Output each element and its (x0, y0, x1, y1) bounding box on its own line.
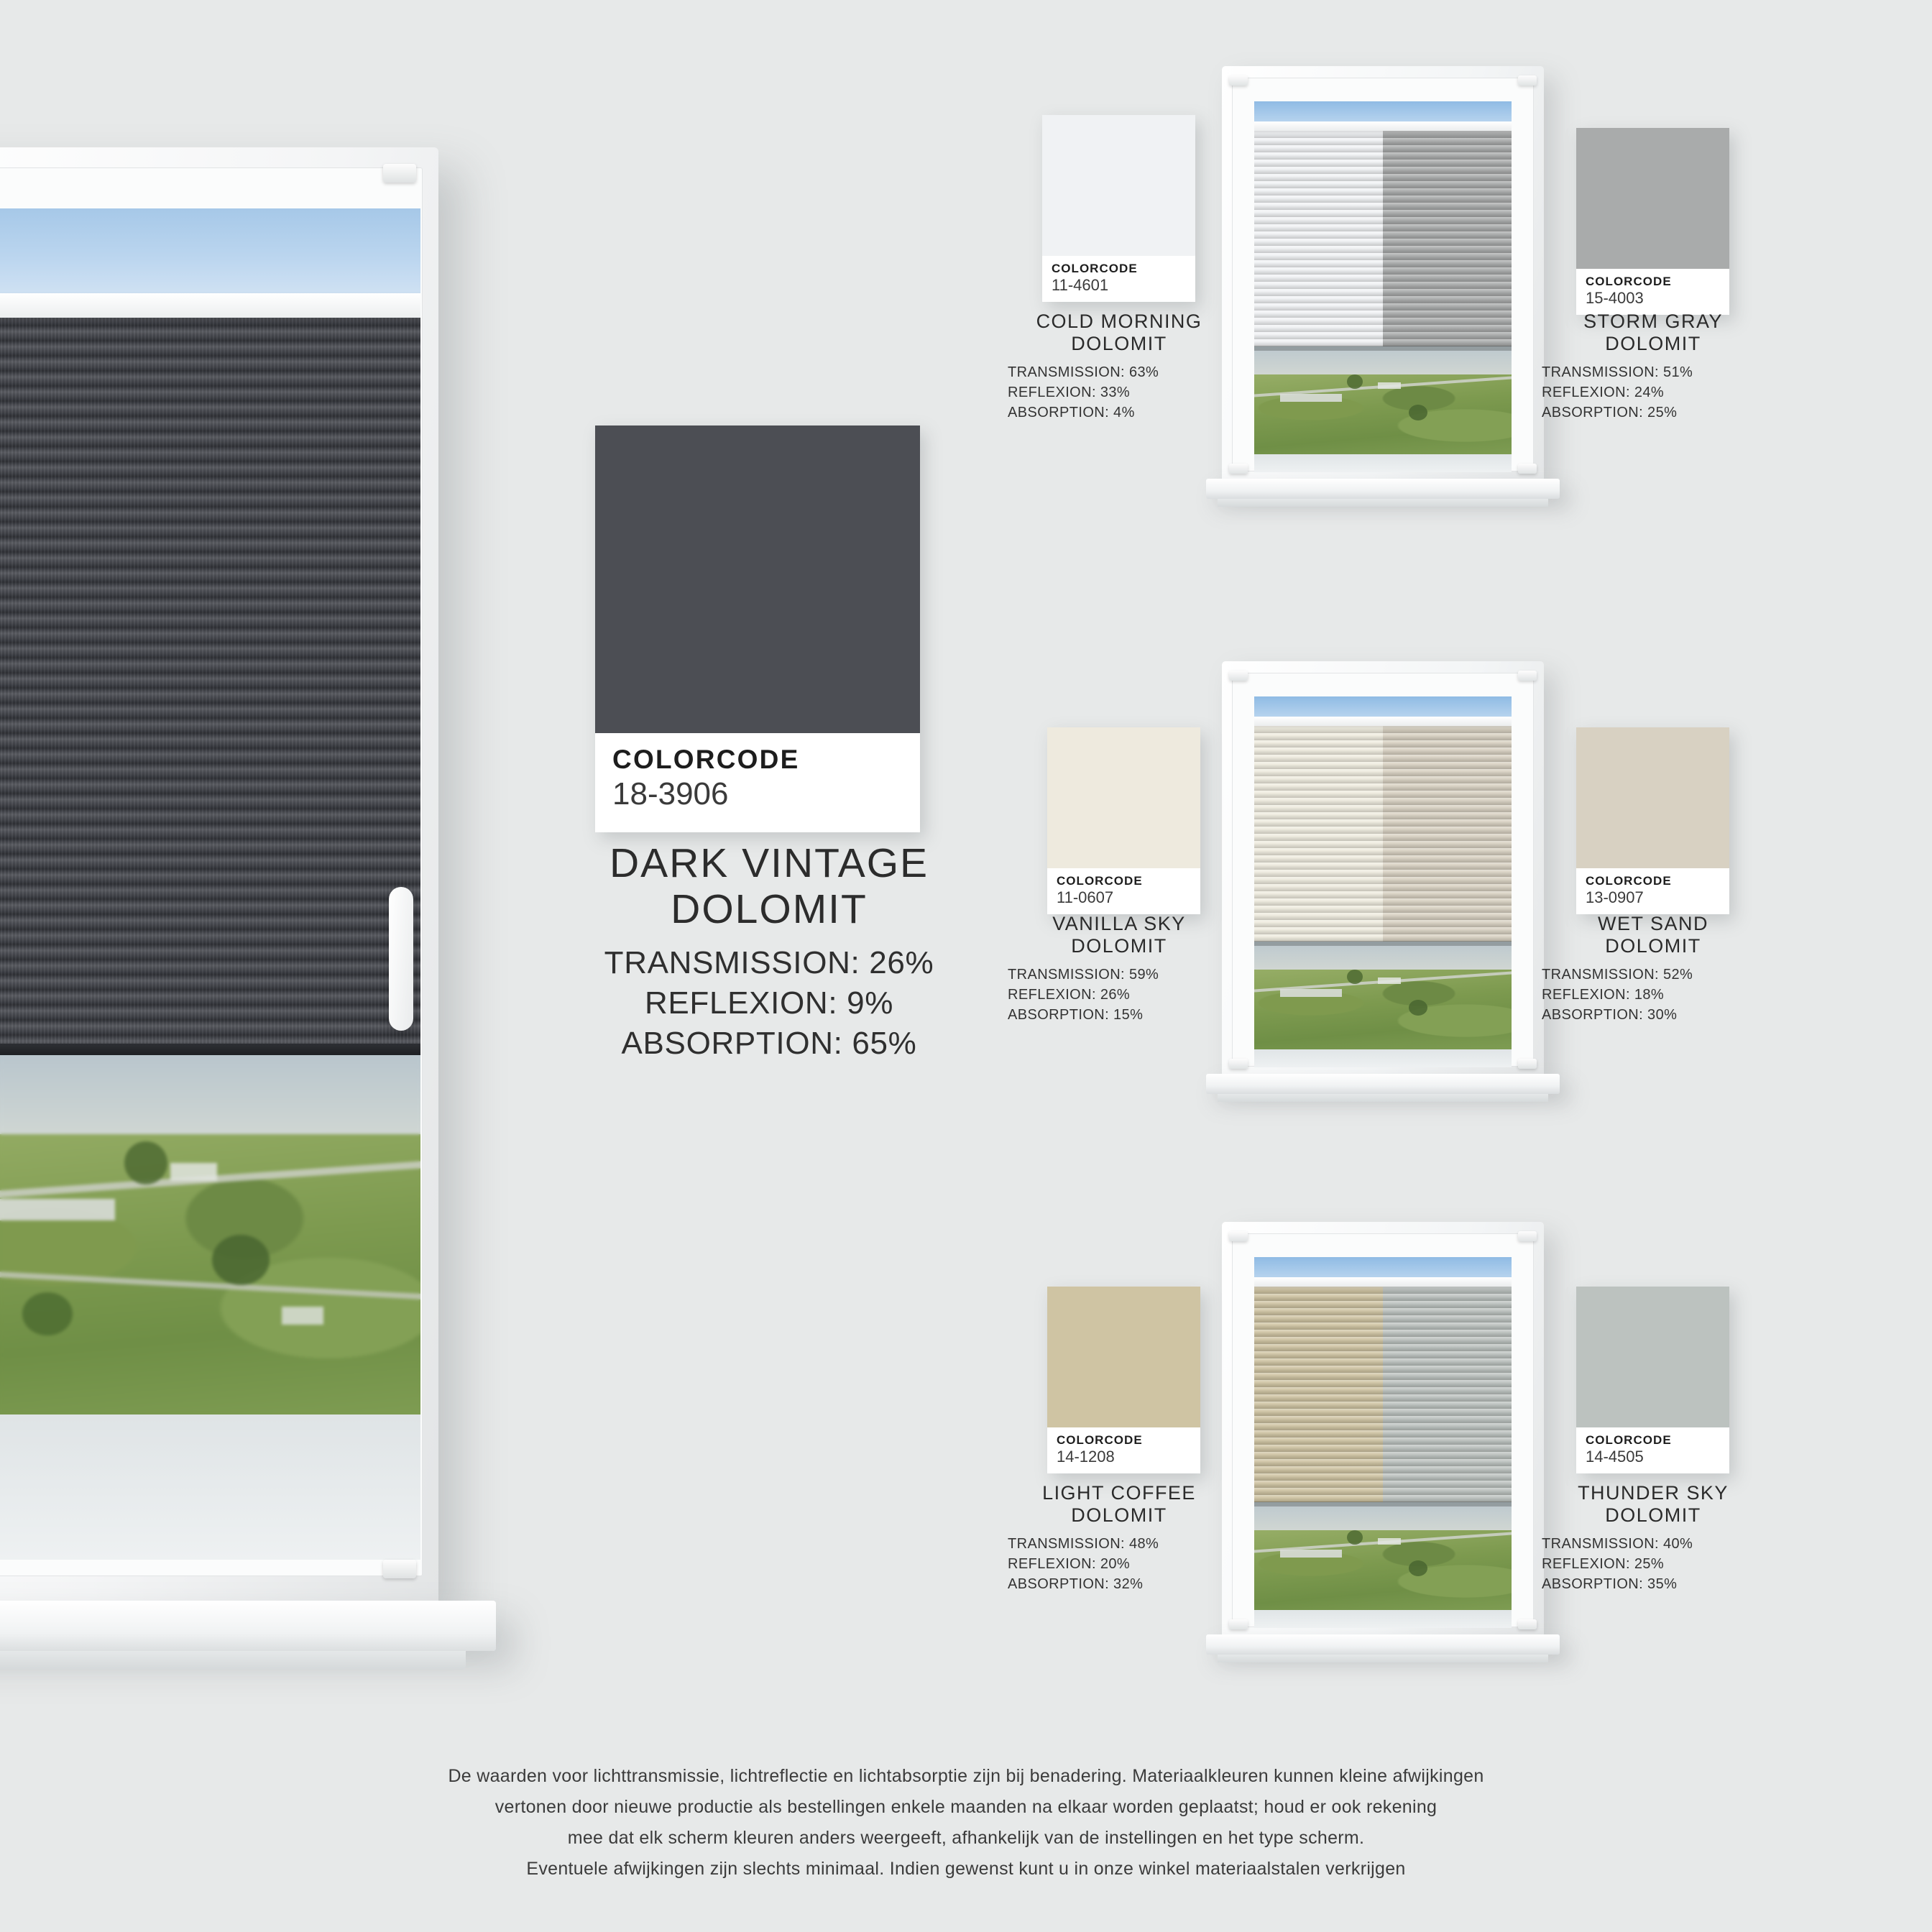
hero-caption (503, 841, 1035, 1064)
blind-head-rail (1254, 717, 1512, 726)
blind-half-left (1254, 726, 1383, 942)
pleated-blind (1254, 1287, 1512, 1502)
blind-head-rail (0, 293, 420, 318)
sky-strip (0, 208, 420, 293)
color-name (1000, 310, 1238, 356)
lower-glass (1254, 1049, 1512, 1067)
colorcode-label: COLORCODE (1586, 275, 1672, 288)
window-glass (0, 208, 420, 1560)
window-sill (1206, 479, 1560, 499)
color-stats (1535, 965, 1772, 1026)
color-name-line1: VANILLA SKY (1052, 913, 1186, 934)
blind-half-left (1254, 131, 1383, 346)
window-frame-inner (0, 167, 423, 1576)
hero-color-name-line1: DARK VINTAGE (609, 840, 929, 886)
color-name (1000, 913, 1238, 958)
colorcode-label: COLORCODE (1586, 1433, 1672, 1447)
pleated-blind (1254, 726, 1512, 942)
color-name (1535, 1482, 1772, 1527)
window-frame (1222, 1222, 1544, 1639)
absorption-value: ABSORPTION: 15% (1008, 1007, 1144, 1024)
window-scene-1 (1222, 66, 1544, 512)
swatch-meta (1042, 256, 1195, 302)
colorcode-value: 14-1208 (1057, 1448, 1115, 1466)
swatch-card-vanilla-sky (1047, 727, 1200, 914)
blind-bottom-rail (1254, 941, 1512, 946)
transmission-value: TRANSMISSION: 59% (1008, 966, 1159, 983)
blind-bottom-rail (1254, 346, 1512, 351)
sky-strip (1254, 696, 1512, 717)
window-glass (1254, 696, 1512, 1067)
outdoor-view-photo (1254, 1502, 1512, 1610)
outdoor-view-photo (1254, 942, 1512, 1049)
color-stats (1535, 1534, 1772, 1595)
color-stats (1000, 965, 1238, 1026)
swatch-card-storm-gray (1576, 128, 1729, 315)
absorption-value: ABSORPTION: 25% (1542, 405, 1678, 421)
colorcode-label: COLORCODE (1052, 262, 1138, 275)
color-chip (595, 426, 920, 733)
blind-head-rail (1254, 1277, 1512, 1287)
window-hinge-bottom (1229, 1059, 1248, 1069)
swatch-caption-wet-sand (1535, 913, 1772, 1026)
pleated-blind-fabric (0, 316, 420, 1049)
disclaimer-line-1: De waarden voor lichttransmissie, lichtreflectie en lichtabsorptie zijn bij benadering. Materiaalkleuren kunnen kleine afwijkingen (448, 1766, 1484, 1786)
disclaimer-line-3: mee dat elk scherm kleuren anders weergeeft, afhankelijk van de instellingen en het type scherm. (567, 1828, 1365, 1848)
sky-strip (1254, 101, 1512, 121)
swatch-meta (1576, 1427, 1729, 1473)
hero-color-name-line2: DOLOMIT (671, 886, 868, 932)
transmission-value: TRANSMISSION: 51% (1542, 364, 1693, 380)
absorption-value: ABSORPTION: 30% (1542, 1007, 1678, 1024)
reflexion-value: REFLEXION: 20% (1008, 1556, 1131, 1573)
color-name (1535, 310, 1772, 356)
hero-reflexion: REFLEXION: 9% (644, 985, 893, 1021)
swatch-card-thunder-sky (1576, 1287, 1729, 1473)
hero-stats (503, 943, 1035, 1064)
window-glass (1254, 101, 1512, 472)
colorcode-value: 11-0607 (1057, 888, 1114, 906)
color-stats (1000, 1534, 1238, 1595)
reflexion-value: REFLEXION: 18% (1542, 987, 1665, 1003)
outdoor-view-photo (0, 1055, 420, 1414)
lower-glass (0, 1414, 420, 1560)
color-chip (1047, 1287, 1200, 1427)
absorption-value: ABSORPTION: 35% (1542, 1576, 1678, 1593)
colorcode-label: COLORCODE (1586, 874, 1672, 888)
blind-half-right (1383, 1287, 1512, 1502)
color-chip (1042, 115, 1195, 256)
window-scene-2 (1222, 661, 1544, 1107)
disclaimer-line-4: Eventuele afwijkingen zijn slechts minimaal. Indien gewenst kunt u in onze winkel materiaalstalen verkrijgen (526, 1859, 1406, 1879)
color-name-line1: STORM GRAY (1583, 310, 1723, 332)
window-glass (1254, 1257, 1512, 1628)
window-frame-inner (1232, 1233, 1534, 1627)
color-name-line2: DOLOMIT (1605, 935, 1701, 957)
window-hinge-bottom-right (1518, 1059, 1537, 1069)
window-hinge-bottom-right (1518, 464, 1537, 474)
blind-head-rail (1254, 121, 1512, 131)
swatch-caption-thunder-sky (1535, 1482, 1772, 1595)
reflexion-value: REFLEXION: 26% (1008, 987, 1131, 1003)
window-scene-3 (1222, 1222, 1544, 1668)
hero-color-name (503, 841, 1035, 933)
color-chip (1576, 727, 1729, 868)
window-hinge-top (1229, 1231, 1248, 1241)
color-chip (1047, 727, 1200, 868)
swatch-caption-cold-morning (1000, 310, 1238, 423)
blind-half-left (1254, 1287, 1383, 1502)
swatch-meta (1576, 868, 1729, 914)
transmission-value: TRANSMISSION: 40% (1542, 1535, 1693, 1552)
pleated-blind (1254, 131, 1512, 346)
color-name-line1: WET SAND (1598, 913, 1708, 934)
swatch-card-light-coffee (1047, 1287, 1200, 1473)
window-hinge-top-right (1518, 75, 1537, 86)
window-frame (1222, 661, 1544, 1078)
disclaimer-line-2: vertonen door nieuwe productie als bestellingen enkele maanden na elkaar worden geplaatst; houd er ook rekening (494, 1797, 1438, 1817)
window-hinge-top (1229, 671, 1248, 681)
swatch-meta (1047, 1427, 1200, 1473)
reflexion-value: REFLEXION: 24% (1542, 385, 1665, 401)
swatch-meta (1047, 868, 1200, 914)
color-name (1535, 913, 1772, 958)
color-name-line2: DOLOMIT (1071, 333, 1167, 355)
window-hinge-top-right (1518, 1231, 1537, 1241)
reflexion-value: REFLEXION: 33% (1008, 385, 1131, 401)
window-sill (1206, 1074, 1560, 1094)
blind-bottom-rail (0, 1044, 420, 1055)
colorcode-label: COLORCODE (1057, 874, 1143, 888)
color-name-line2: DOLOMIT (1605, 333, 1701, 355)
sky-strip (1254, 1257, 1512, 1277)
color-name-line2: DOLOMIT (1071, 935, 1167, 957)
window-hinge-bottom (383, 1560, 416, 1578)
transmission-value: TRANSMISSION: 52% (1542, 966, 1693, 983)
transmission-value: TRANSMISSION: 63% (1008, 364, 1159, 380)
window-frame (1222, 66, 1544, 483)
colorcode-value: 13-0907 (1586, 888, 1644, 906)
colorcode-value: 18-3906 (612, 776, 729, 811)
window-hinge-top-right (1518, 671, 1537, 681)
swatch-meta (595, 733, 920, 832)
color-stats (1000, 362, 1238, 423)
hero-window-scene (0, 147, 489, 1678)
hero-transmission: TRANSMISSION: 26% (604, 944, 934, 980)
colorcode-label: COLORCODE (612, 745, 800, 774)
reflexion-value: REFLEXION: 25% (1542, 1556, 1665, 1573)
transmission-value: TRANSMISSION: 48% (1008, 1535, 1159, 1552)
blind-half-right (1383, 726, 1512, 942)
window-hinge-top (1229, 75, 1248, 86)
color-name-line1: LIGHT COFFEE (1042, 1482, 1196, 1504)
window-hinge-bottom (1229, 1619, 1248, 1629)
absorption-value: ABSORPTION: 32% (1008, 1576, 1144, 1593)
color-name-line1: THUNDER SKY (1578, 1482, 1729, 1504)
blind-half-right (1383, 131, 1512, 346)
color-name-line2: DOLOMIT (1605, 1504, 1701, 1527)
window-hinge-top (383, 164, 416, 183)
window-hinge-bottom-right (1518, 1619, 1537, 1629)
colorcode-value: 15-4003 (1586, 289, 1644, 307)
disclaimer-footer (0, 1761, 1932, 1885)
colorcode-value: 14-4505 (1586, 1448, 1644, 1466)
lower-glass (1254, 454, 1512, 472)
swatch-caption-storm-gray (1535, 310, 1772, 423)
hero-absorption: ABSORPTION: 65% (621, 1026, 917, 1062)
colorcode-label: COLORCODE (1057, 1433, 1143, 1447)
swatch-card-wet-sand (1576, 727, 1729, 914)
window-sill (1206, 1634, 1560, 1655)
absorption-value: ABSORPTION: 4% (1008, 405, 1135, 421)
color-name-line1: COLD MORNING (1036, 310, 1202, 332)
blind-bottom-rail (1254, 1501, 1512, 1506)
window-hinge-bottom (1229, 464, 1248, 474)
swatch-caption-vanilla-sky (1000, 913, 1238, 1026)
swatch-card-dark-vintage (595, 426, 920, 832)
swatch-meta (1576, 269, 1729, 315)
color-chip (1576, 128, 1729, 269)
swatch-caption-light-coffee (1000, 1482, 1238, 1595)
color-name-line2: DOLOMIT (1071, 1504, 1167, 1527)
window-frame (0, 147, 438, 1606)
lower-glass (1254, 1610, 1512, 1628)
window-sill (0, 1601, 496, 1651)
window-handle (389, 887, 413, 1031)
outdoor-view-photo (1254, 346, 1512, 454)
color-stats (1535, 362, 1772, 423)
window-frame-inner (1232, 78, 1534, 472)
window-frame-inner (1232, 673, 1534, 1067)
color-chip (1576, 1287, 1729, 1427)
colorcode-value: 11-4601 (1052, 276, 1109, 294)
color-name (1000, 1482, 1238, 1527)
swatch-card-cold-morning (1042, 115, 1195, 302)
